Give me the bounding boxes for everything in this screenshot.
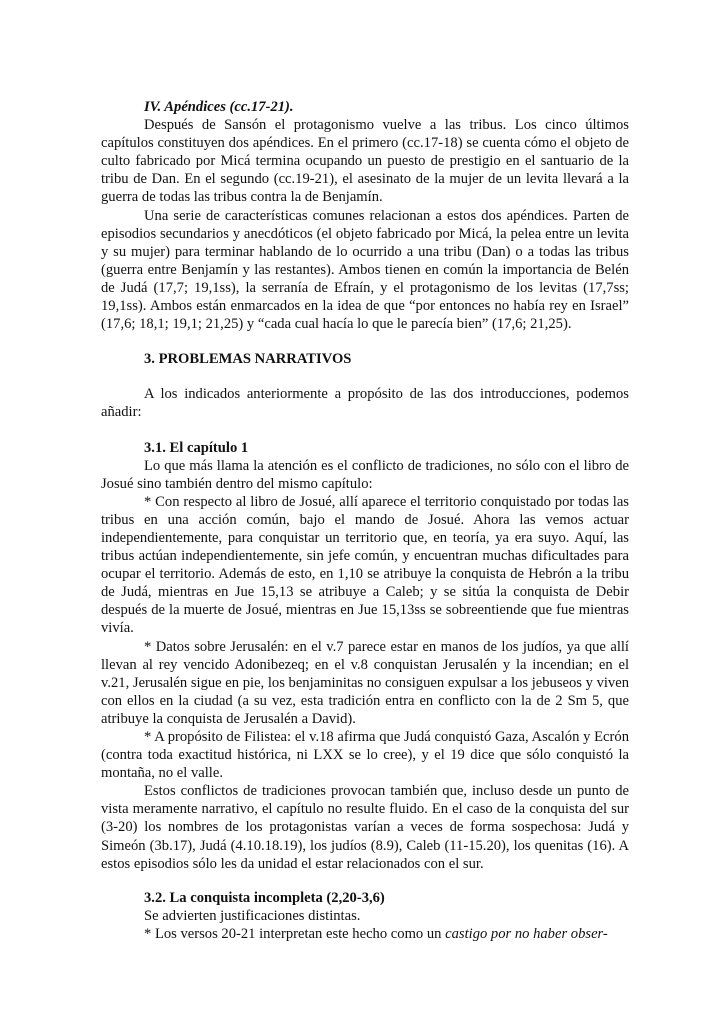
document-page — [101, 98, 629, 943]
section-3-2-paragraph-2-italic: castigo por no haber obser- — [445, 925, 608, 942]
section-iv-heading: IV. Apéndices (cc.17-21). — [144, 99, 294, 115]
section-3-1-paragraph-3: * Datos sobre Jerusalén: en el v.7 parece estar en manos de los judíos, ya que allí llevan al rey vencido Adonibezeq; en el v.8 conquistan Jerusalén y la incendian; en el v.21, Jerusalén sigue en pie, los benjaminitas no consiguen expulsar a los jebuseos y viven con ellos en la ciudad (a su vez, esta tradición entra en conflicto con la de 2 Sm 5, que atribuye la conquista de Jerusalén a David). — [101, 638, 629, 727]
section-3-2-paragraph-2-text: * Los versos 20-21 interpretan este hecho como un — [144, 925, 446, 942]
section-3-1-paragraph-2: * Con respecto al libro de Josué, allí aparece el territorio conquistado por todas las tribus en una acción común, bajo el mando de Josué. Ahora las vemos actuar independientemente, para conquistar un territorio que, en teoría, ya era suyo. Aquí, las tribus actúan independientemente, sin jefe común, y encuentran muchas dificultades para ocupar el territorio. Además de esto, en 1,10 se atribuye la conquista de Hebrón a la tribu de Judá, mientras en Jue 15,13 se atribuye a Caleb; y se sitúa la conquista de Debir después de la muerte de Josué, mientras en Jue 15,13ss se sobreentiende que fue mientras vivía. — [101, 493, 629, 637]
section-3-1-paragraph-4: * A propósito de Filistea: el v.18 afirma que Judá conquistó Gaza, Ascalón y Ecrón (contra toda exactitud histórica, ni LXX se lo cree), y el 19 dice que sólo conquistó la montaña, no el valle. — [101, 729, 629, 782]
section-iv-paragraph-1: Después de Sansón el protagonismo vuelve a las tribus. Los cinco últimos capítulos constituyen dos apéndices. En el primero (cc.17-18) se cuenta cómo el objeto de culto fabricado por Micá termina ocupando un puesto de prestigio en el santuario de la tribu de Dan. En el segundo (cc.19-21), el asesinato de la mujer de un levita llevará a la guerra de todas las tribus contra la de Benjamín. — [101, 117, 629, 206]
section-3-1-heading: 3.1. El capítulo 1 — [144, 439, 249, 456]
section-3-1-paragraph-1: Lo que más llama la atención es el conflicto de tradiciones, no sólo con el libro de Josué sino también dentro del mismo capítulo: — [101, 457, 629, 492]
section-3-2-paragraph-2 — [101, 925, 629, 943]
section-3-2-paragraph-1: Se advierten justificaciones distintas. — [144, 907, 361, 924]
section-3-2-heading: 3.2. La conquista incompleta (2,20-3,6) — [144, 889, 385, 906]
section-iv-paragraph-2: Una serie de características comunes relacionan a estos dos apéndices. Parten de episodios secundarios y anecdóticos (el objeto fabricado por Micá, la pelea entre un levita y su mujer) para terminar hablando de lo ocurrido a una tribu (Dan) o a todas las tribus (guerra entre Benjamín y las restantes). Ambos tienen en común la importancia de Belén de Judá (17,7; 19,1ss), la serranía de Efraín, y el protagonismo de los levitas (17,7ss; 19,1ss). Ambos están enmarcados en la idea de que “por entonces no había rey en Israel” (17,6; 18,1; 19,1; 21,25) y “cada cual hacía lo que le parecía bien” (17,6; 21,25). — [101, 207, 629, 333]
section-3-intro: A los indicados anteriormente a propósito de las dos introducciones, podemos añadir: — [101, 386, 629, 421]
section-3-1-paragraph-5: Estos conflictos de tradiciones provocan también que, incluso desde un punto de vista meramente narrativo, el capítulo no resulte fluido. En el caso de la conquista del sur (3-20) los nombres de los protagonistas varían a veces de forma sospechosa: Judá y Simeón (3b.17), Judá (4.10.18.19), los judíos (8.9), Caleb (11-15.20), los quenitas (16). A estos episodios sólo les da unidad el estar relacionados con el sur. — [101, 783, 629, 872]
section-3-heading: 3. PROBLEMAS NARRATIVOS — [144, 351, 352, 368]
